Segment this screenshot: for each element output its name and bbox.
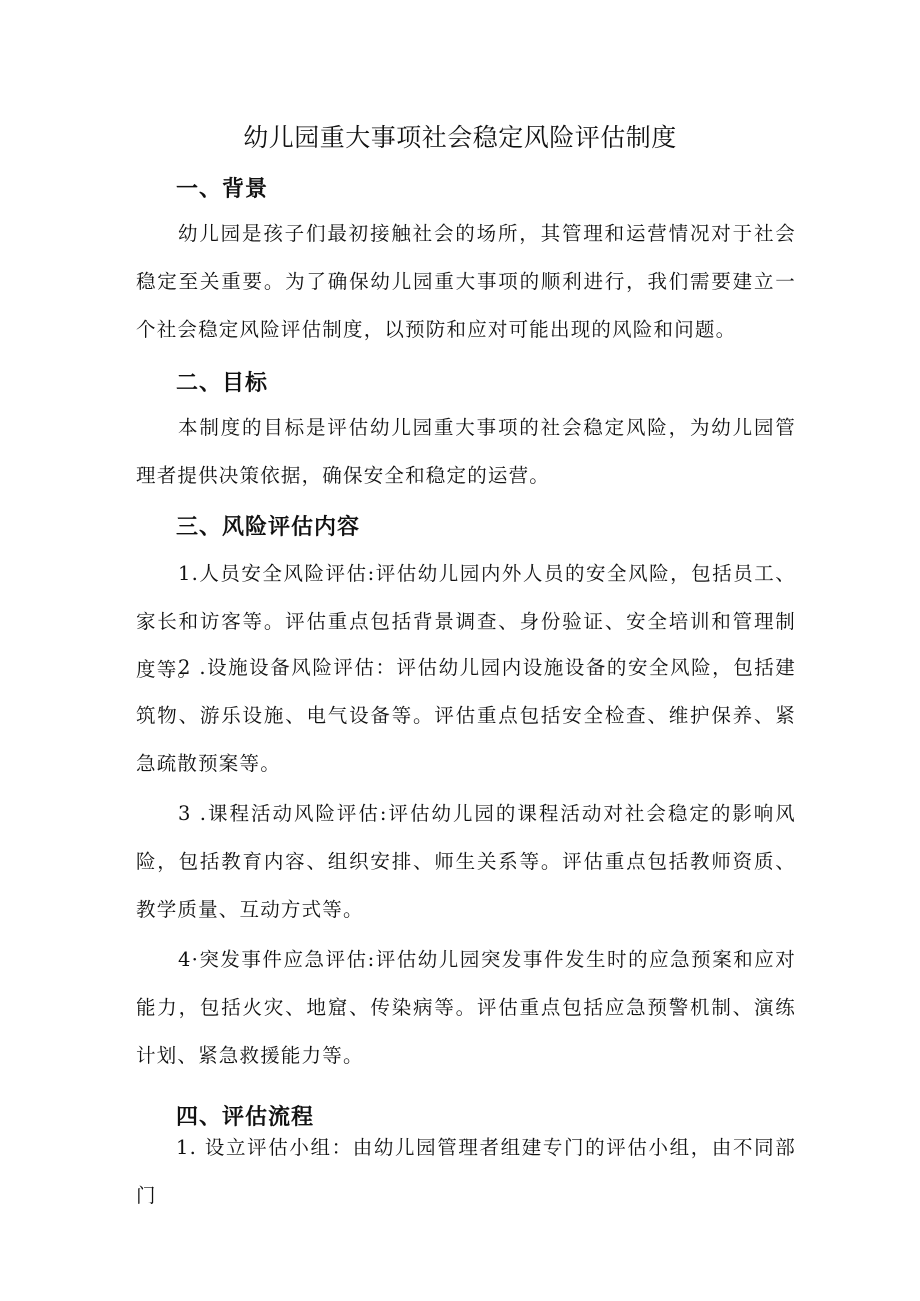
paragraph-curriculum-risk: 3 .课程活动风险评估:评估幼儿园的课程活动对社会稳定的影响风险，包括教育内容、组织安排、师生关系等。评估重点包括教师资质、教学质量、互动方式等。 [136, 802, 796, 921]
section-heading-background: 一、背景 [176, 177, 269, 202]
paragraph-process-step-1: 1. 设立评估小组：由幼儿园管理者组建专门的评估小组，由不同部门 [136, 1136, 796, 1207]
paragraph-goal: 本制度的目标是评估幼儿园重大事项的社会稳定风险，为幼儿园管理者提供决策依据，确保安全和稳定的运营。 [136, 416, 796, 487]
paragraph-personnel-risk: 1.人员安全风险评估:评估幼儿园内外人员的安全风险，包括员工、家长和访客等。评估重点包括背景调查、身份验证、安全培训和管理制度等。 [136, 562, 796, 681]
paragraph-background: 幼儿园是孩子们最初接触社会的场所，其管理和运营情况对于社会稳定至关重要。为了确保幼儿园重大事项的顺利进行，我们需要建立一个社会稳定风险评估制度，以预防和应对可能出现的风险和问题。 [136, 222, 796, 341]
section-heading-process: 四、评估流程 [176, 1105, 315, 1130]
document-title: 幼儿园重大事项社会稳定风险评估制度 [243, 123, 677, 152]
paragraph-facility-risk: 2 .设施设备风险评估：评估幼儿园内设施设备的安全风险，包括建筑物、游乐设施、电气设备等。评估重点包括安全检查、维护保养、紧急疏散预案等。 [136, 656, 796, 775]
section-heading-risk-content: 三、风险评估内容 [176, 515, 361, 540]
paragraph-emergency-risk: 4·突发事件应急评估:评估幼儿园突发事件发生时的应急预案和应对能力，包括火灾、地窟、传染病等。评估重点包括应急预警机制、演练计划、紧急救援能力等。 [136, 948, 796, 1067]
section-heading-goal: 二、目标 [176, 371, 269, 396]
